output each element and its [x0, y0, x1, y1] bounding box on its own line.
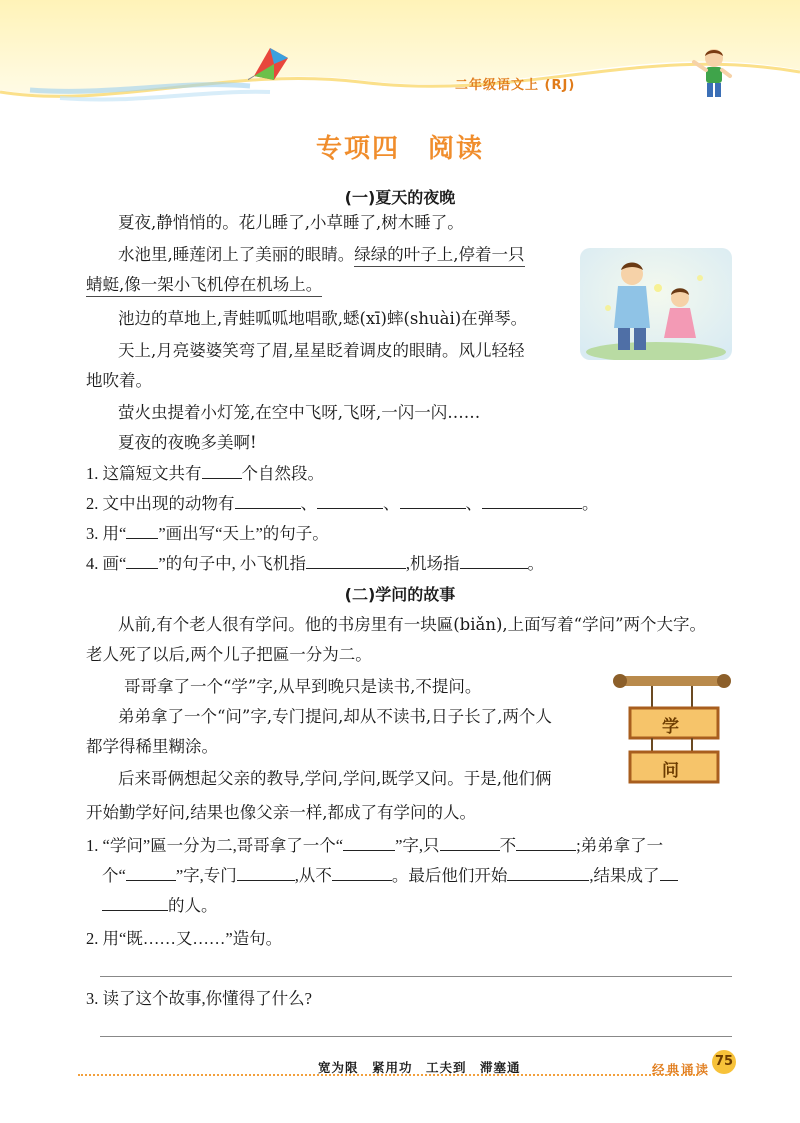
section2-title: (二)学问的故事 [344, 585, 456, 604]
s2-question-1: 1. “学问”匾一分为二,哥哥拿了一个“ ”字,只 不 ;弟弟拿了一 [86, 836, 664, 855]
s1-para-6: 夏夜的夜晚多美啊! [118, 433, 257, 452]
s2-question-2: 2. 用“既……又……”造句。 [86, 929, 283, 948]
answer-blank[interactable] [237, 864, 295, 881]
answer-blank[interactable] [482, 492, 582, 509]
answer-blank[interactable] [126, 864, 176, 881]
answer-blank[interactable] [332, 864, 392, 881]
section1-title: (一)夏天的夜晚 [344, 188, 456, 207]
s2-para-4b: 开始勤学好问,结果也像父亲一样,都成了有学问的人。 [86, 803, 476, 822]
answer-blank[interactable] [343, 834, 395, 851]
s2-question-3: 3. 读了这个故事,你懂得了什么? [86, 989, 312, 1008]
underline-sample [126, 522, 158, 539]
s2-para-3: 弟弟拿了一个“问”字,专门提问,却从不读书,日子长了,两个人 [118, 707, 552, 726]
s2-para-1: 从前,有个老人很有学问。他的书房里有一块匾(biǎn),上面写着“学问”两个大字。 [118, 615, 707, 634]
answer-line-q3[interactable] [100, 1036, 732, 1037]
s1-para-5: 萤火虫提着小灯笼,在空中飞呀,飞呀,一闪一闪…… [118, 403, 481, 422]
s1-question-1: 1. 这篇短文共有 个自然段。 [86, 464, 324, 483]
s2-para-2: 哥哥拿了一个“学”字,从早到晚只是读书,不提问。 [124, 677, 482, 696]
plaque-top-char: 学 [662, 717, 679, 737]
answer-blank[interactable] [317, 492, 383, 509]
s1-question-3: 3. 用“ ”画出写“天上”的句子。 [86, 524, 329, 543]
s2-para-1b: 老人死了以后,两个儿子把匾一分为二。 [86, 645, 372, 664]
s1-para-2b: 蜻蜓,像一架小飞机停在机场上。 [86, 274, 322, 296]
s2-para-3b: 都学得稀里糊涂。 [86, 737, 218, 756]
answer-blank[interactable] [235, 492, 301, 509]
boy-waving-icon [690, 46, 736, 102]
page-number: 75 [712, 1050, 736, 1074]
s2-question-1b: 个“ ”字,专门 ,从不 。最后他们开始 ,结果成了 [102, 864, 678, 887]
footer-motto: 宽为限 紧用功 工夫到 滞塞通 [318, 1060, 521, 1075]
grade-label: 二年级语文上 (RJ) [455, 78, 576, 93]
footer-divider [78, 1074, 698, 1076]
kite-icon [248, 46, 292, 84]
footer-label: 经典诵读 [652, 1062, 711, 1077]
answer-blank[interactable] [516, 834, 576, 851]
underlined-sentence: 绿绿的叶子上,停着一只 [354, 245, 524, 267]
answer-blank[interactable] [460, 552, 528, 569]
s1-question-4: 4. 画“ ”的句子中, 小飞机指 ,机场指 。 [86, 554, 545, 573]
page-title: 专项四 阅读 [315, 134, 484, 164]
s1-para-3: 池边的草地上,青蛙呱呱地唱歌,蟋(xī)蟀(shuài)在弹琴。 [118, 309, 528, 328]
answer-blank[interactable] [507, 864, 589, 881]
answer-blank[interactable] [202, 462, 242, 479]
underline-sample [126, 552, 158, 569]
s1-para-2: 水池里,睡莲闭上了美丽的眼睛。绿绿的叶子上,停着一只 [118, 244, 525, 266]
header-banner [0, 0, 800, 110]
s1-question-2: 2. 文中出现的动物有 、 、 、 。 [86, 494, 599, 513]
answer-blank[interactable] [440, 834, 500, 851]
answer-blank[interactable] [660, 864, 678, 881]
s2-question-1c: 的人。 [102, 894, 218, 917]
father-child-illustration [580, 248, 732, 360]
s1-para-1: 夏夜,静悄悄的。花儿睡了,小草睡了,树木睡了。 [118, 213, 464, 232]
plaque-bottom-char: 问 [662, 761, 679, 781]
s2-para-4: 后来哥俩想起父亲的教导,学问,学问,既学又问。于是,他们俩 [118, 769, 552, 788]
s1-para-4: 天上,月亮婆婆笑弯了眉,星星眨着调皮的眼睛。风儿轻轻 [118, 341, 525, 360]
answer-blank[interactable] [102, 894, 168, 911]
s1-para-4b: 地吹着。 [86, 371, 152, 390]
answer-blank[interactable] [306, 552, 406, 569]
answer-line-q2[interactable] [100, 976, 732, 977]
answer-blank[interactable] [400, 492, 466, 509]
